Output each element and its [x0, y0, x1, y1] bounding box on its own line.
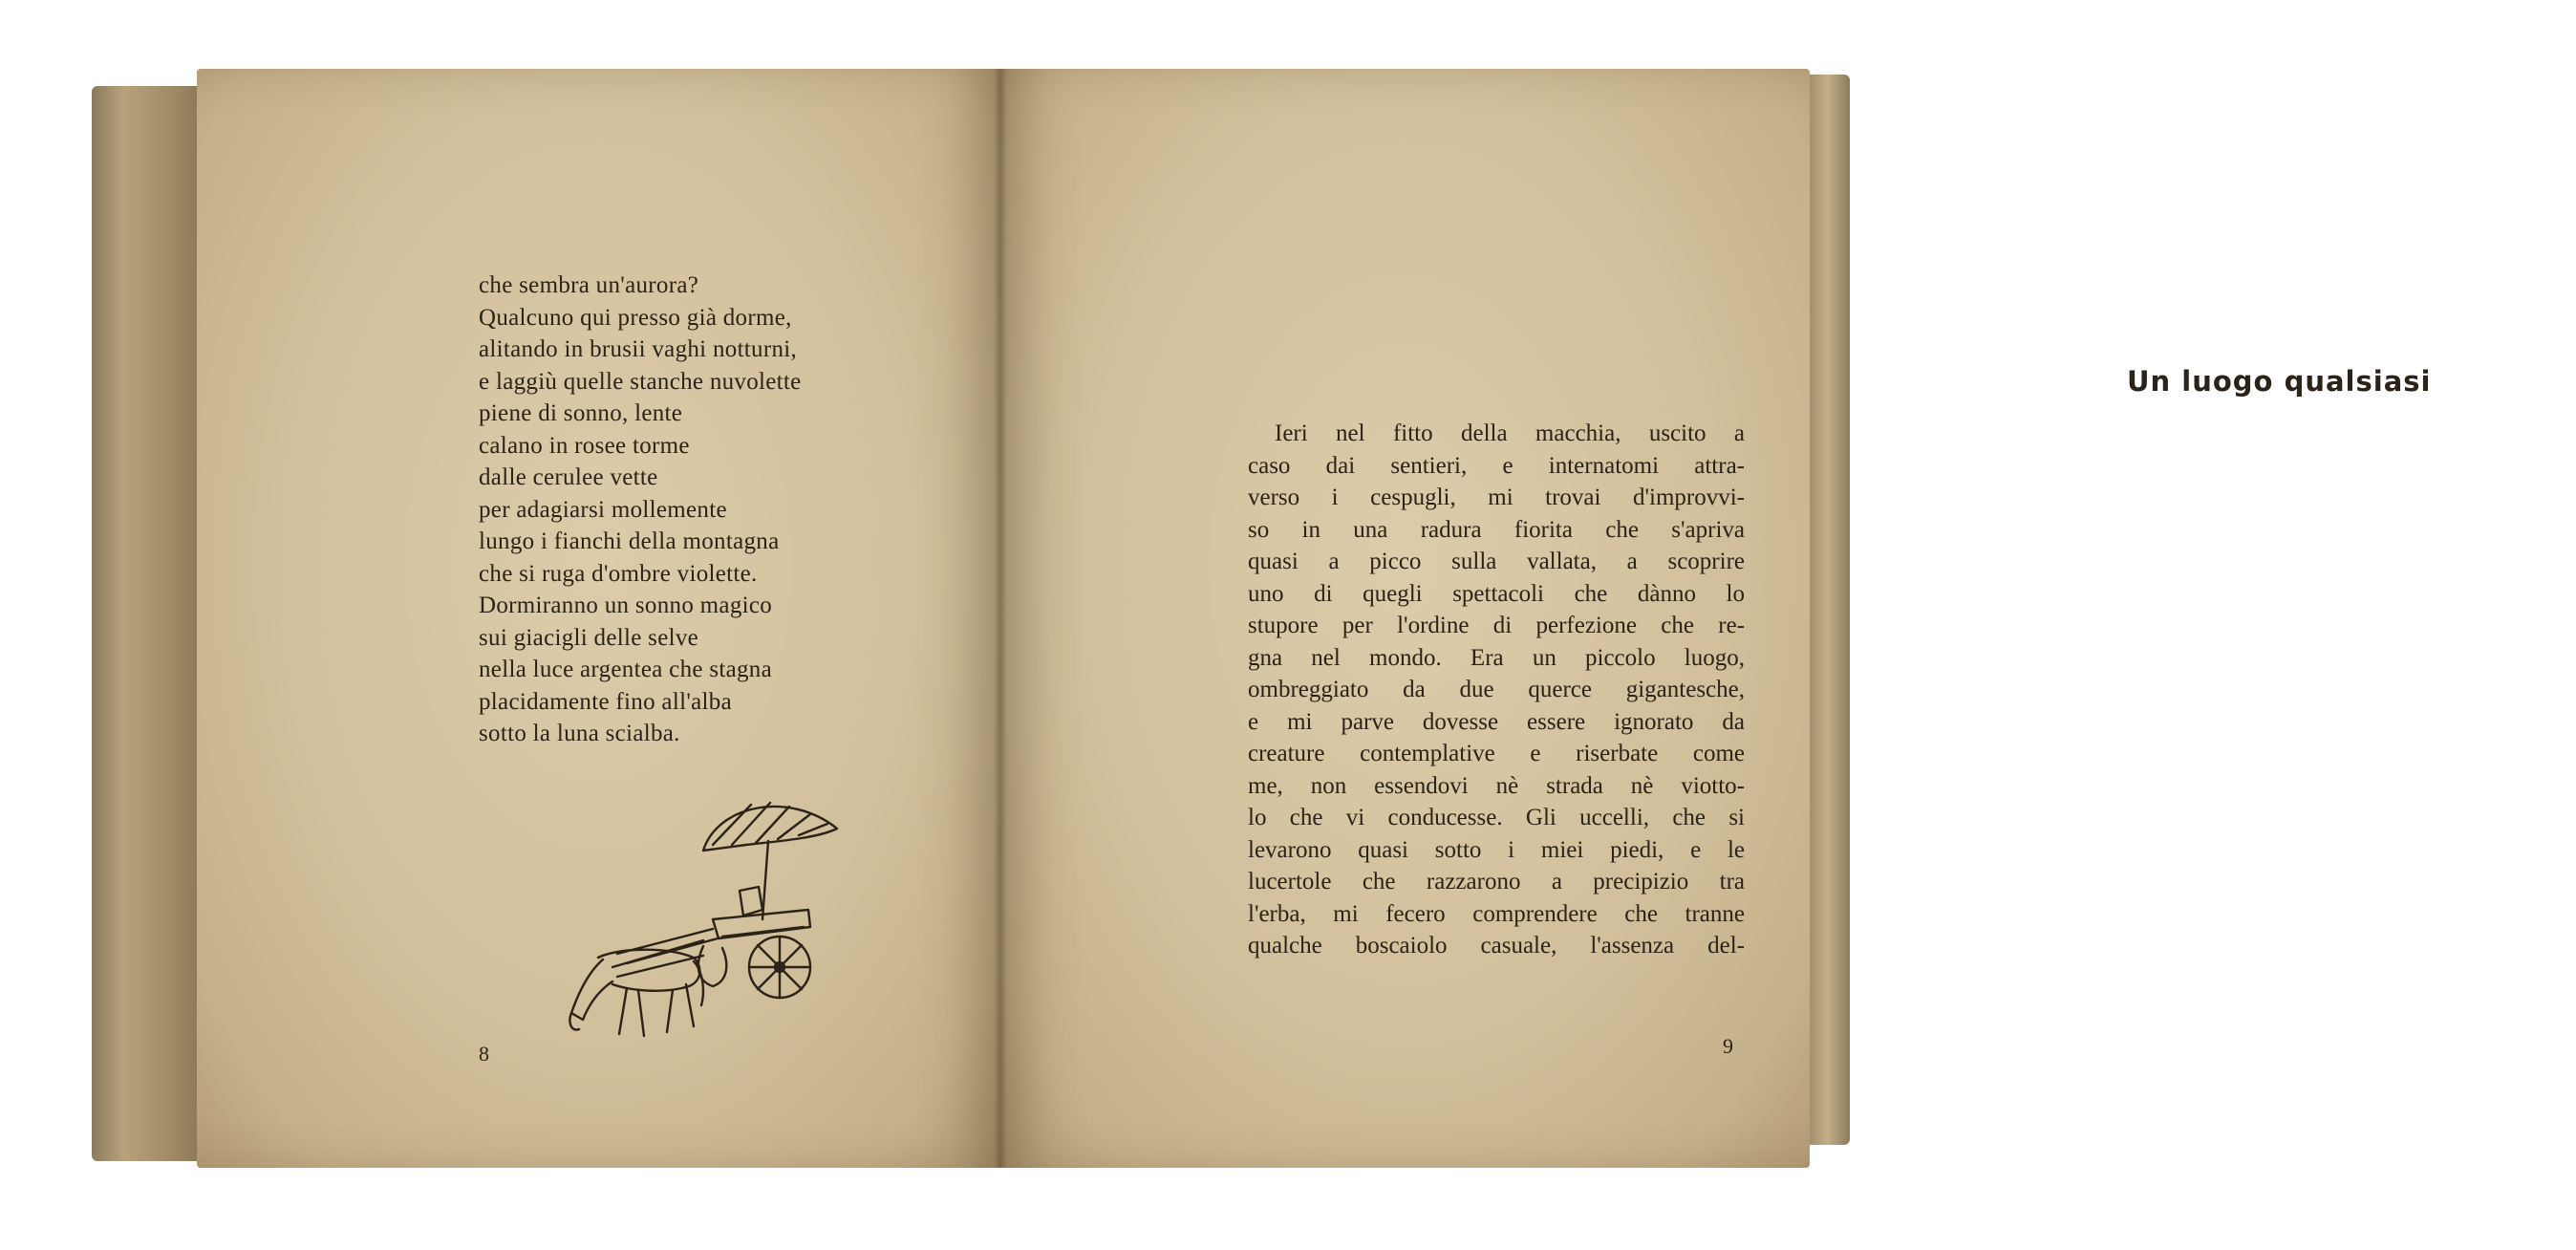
- poem-line: che si ruga d'ombre violette.: [479, 560, 758, 587]
- poem-line: lungo i fianchi della montagna: [479, 528, 780, 554]
- chapter-title: Un luogo qualsiasi: [2127, 365, 2432, 398]
- left-page: [197, 69, 999, 1168]
- open-book: [92, 69, 2432, 1168]
- poem-line: alitando in brusii vaghi notturni,: [479, 336, 798, 362]
- poem-line: piene di sonno, lente: [479, 400, 683, 426]
- book-cover-left-edge: [92, 86, 197, 1161]
- poem-text: [479, 269, 1014, 750]
- page-number-left: 8: [479, 1042, 489, 1066]
- poem-line: e laggiù quelle stanche nuvolette: [479, 368, 802, 395]
- prose-line: l'erba, mi fecero comprendere che tranne: [1248, 900, 1745, 927]
- book-gutter: [994, 69, 1007, 1168]
- prose-line: verso i cespugli, mi trovai d'improvvi-: [1248, 485, 1745, 510]
- page-number-right: 9: [1723, 1034, 1733, 1058]
- poem-line: sotto la luna scialba.: [479, 721, 680, 746]
- poem-line: sui giacigli delle selve: [479, 624, 699, 651]
- prose-line: e mi parve dovesse essere ignorato da: [1248, 708, 1745, 735]
- prose-line: stupore per l'ordine di perfezione che re-: [1248, 613, 1745, 638]
- prose-line: so in una radura fiorita che s'apriva: [1248, 516, 1745, 543]
- prose-line: quasi a picco sulla vallata, a scoprire: [1248, 549, 1745, 574]
- prose-line: Ieri nel fitto della macchia, uscito a: [1275, 420, 1745, 446]
- prose-line: caso dai sentieri, e internatomi attra-: [1248, 452, 1745, 479]
- prose-line: uno di quegli spettacoli che dànno lo: [1248, 580, 1745, 607]
- horse-cart-illustration: [560, 776, 885, 1053]
- poem-line: che sembra un'aurora?: [479, 272, 699, 298]
- poem-line: per adagiarsi mollemente: [479, 496, 727, 523]
- prose-text: [1248, 418, 1745, 962]
- prose-line: lo che vi conducesse. Gli uccelli, che si: [1248, 805, 1745, 830]
- poem-line: calano in rosee torme: [479, 432, 690, 459]
- prose-line: qualche boscaiolo casuale, l'assenza del-: [1248, 933, 1745, 959]
- prose-line: levarono quasi sotto i miei piedi, e le: [1248, 836, 1745, 863]
- book-cover-right-edge: [1810, 75, 1850, 1145]
- poem-line: Dormiranno un sonno magico: [479, 593, 773, 618]
- poem-line: nella luce argentea che stagna: [479, 657, 772, 682]
- poem-line: dalle cerulee vette: [479, 464, 658, 490]
- prose-line: lucertole che razzarono a precipizio tra: [1248, 869, 1745, 894]
- poem-line: Qualcuno qui presso già dorme,: [479, 304, 792, 331]
- prose-line: ombreggiato da due querce gigantesche,: [1248, 677, 1745, 702]
- prose-line: gna nel mondo. Era un piccolo luogo,: [1248, 644, 1745, 671]
- prose-line: creature contemplative e riserbate come: [1248, 741, 1745, 766]
- prose-line: me, non essendovi nè strada nè viotto-: [1248, 772, 1745, 799]
- poem-line: placidamente fino all'alba: [479, 688, 732, 715]
